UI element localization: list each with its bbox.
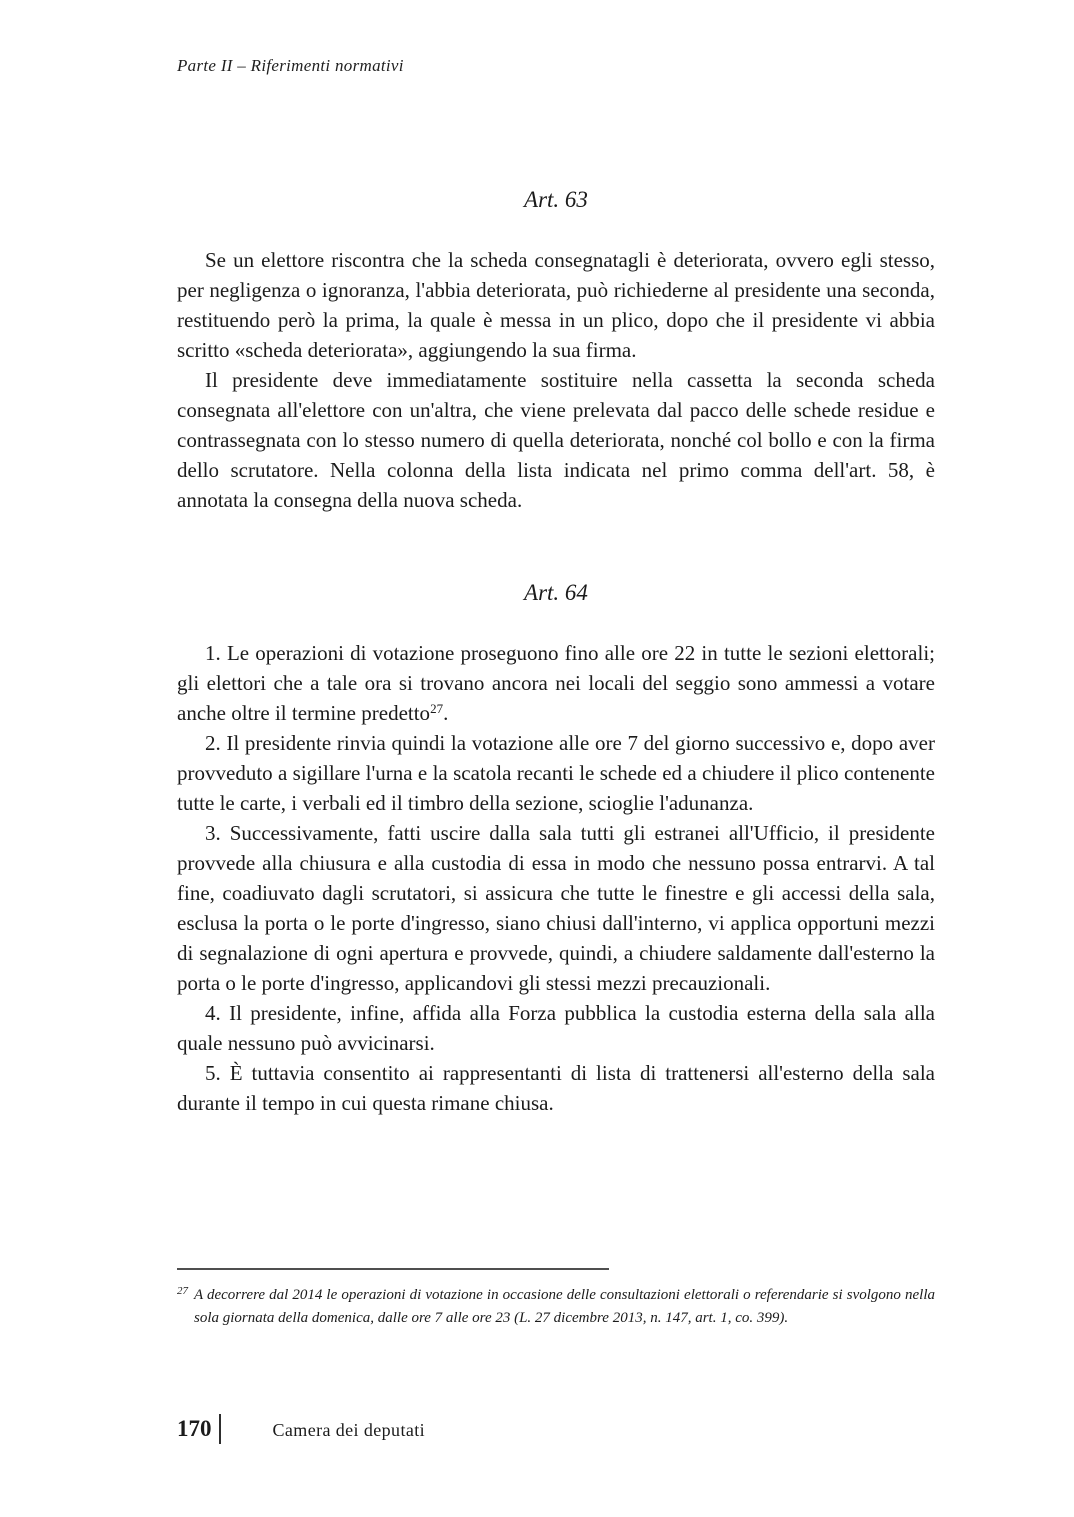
article-paragraph [177,1058,935,1118]
paragraph-text: Il presidente deve immediatamente sostituire nella cassetta la seconda scheda consegnata all'elettore con un'altra, che viene prelevata dal pacco delle schede residue e contrassegnata con lo stesso numero di quella deteriorata, nonché col bollo e con la firma dello scrutatore. Nella colonna della lista indicata nel primo comma dell'art. 58, è annotata la consegna della nuova scheda. [177,368,935,512]
article-64-title: Art. 64 [524,580,588,605]
running-header: Parte II – Riferimenti normativi [177,56,404,75]
footnote-area [177,1268,935,1330]
paragraph-text: 2. Il presidente rinvia quindi la votazione alle ore 7 del giorno successivo e, dopo aver provveduto a sigillare l'urna e la scatola recanti le schede ed a chiudere il plico contenente tutte le carte, i verbali ed il timbro della sezione, scioglie l'adunanza. [177,731,935,815]
article-paragraph [177,998,935,1058]
article-paragraph [177,245,935,365]
publisher-name: Camera dei deputati [272,1420,426,1440]
footnote-text: A decorrere dal 2014 le operazioni di votazione in occasione delle consultazioni elettorali o referendarie si svolgono nella sola giornata della domenica, dalle ore 7 alle ore 23 (L. 27 dicembre 2013, n. 147, art. 1, co. 399). [194,1287,935,1326]
page-number: 170 [177,1416,212,1441]
article-paragraph [177,728,935,818]
paragraph-text: 4. Il presidente, infine, affida alla Forza pubblica la custodia esterna della sala alla quale nessuno può avvicinarsi. [177,1001,935,1055]
paragraph-suffix: . [443,701,449,725]
footnote-divider [177,1268,609,1270]
article-63-title: Art. 63 [524,187,588,212]
article-paragraph [177,638,935,728]
paragraph-text: 3. Successivamente, fatti uscire dalla sala tutti gli estranei all'Ufficio, il presidente provvede alla chiusura e alla custodia di essa in modo che nessuno possa entrarvi. A tal fine, coadiuvato dagli scrutatori, si assicura che tutte le finestre e gli accessi della sala, esclusa la porta o le porte d'ingresso, siano chiusi dall'interno, vi applica opportuni mezzi di segnalazione di ogni apertura e provvede, quindi, a chiudere saldamente dall'esterno la porta o le porte d'ingresso, applicandovi gli stessi mezzi precauzionali. [177,821,935,995]
footnote [177,1284,935,1330]
footnote-marker: 27 [177,1285,188,1297]
page-footer [177,1414,425,1444]
article-63 [177,186,935,515]
paragraph-text: 1. Le operazioni di votazione proseguono fino alle ore 22 in tutte le sezioni elettorali; gli elettori che a tale ora si trovano ancora nei locali del seggio sono ammessi a votare anche oltre il termine predetto [177,641,935,725]
page-content [177,186,935,1118]
article-paragraph [177,818,935,998]
footer-divider-bar [219,1414,221,1444]
article-64 [177,579,935,1118]
paragraph-text: Se un elettore riscontra che la scheda consegnatagli è deteriorata, ovvero egli stesso, per negligenza o ignoranza, l'abbia deteriorata, può richiederne al presidente una seconda, restituendo però la prima, la quale è messa in un plico, dopo che il presidente vi abbia scritto «scheda deteriorata», aggiungendo la sua firma. [177,248,935,362]
footnote-ref-27: 27 [430,701,444,716]
paragraph-text: 5. È tuttavia consentito ai rappresentanti di lista di trattenersi all'esterno della sala durante il tempo in cui questa rimane chiusa. [177,1061,935,1115]
article-paragraph [177,365,935,515]
